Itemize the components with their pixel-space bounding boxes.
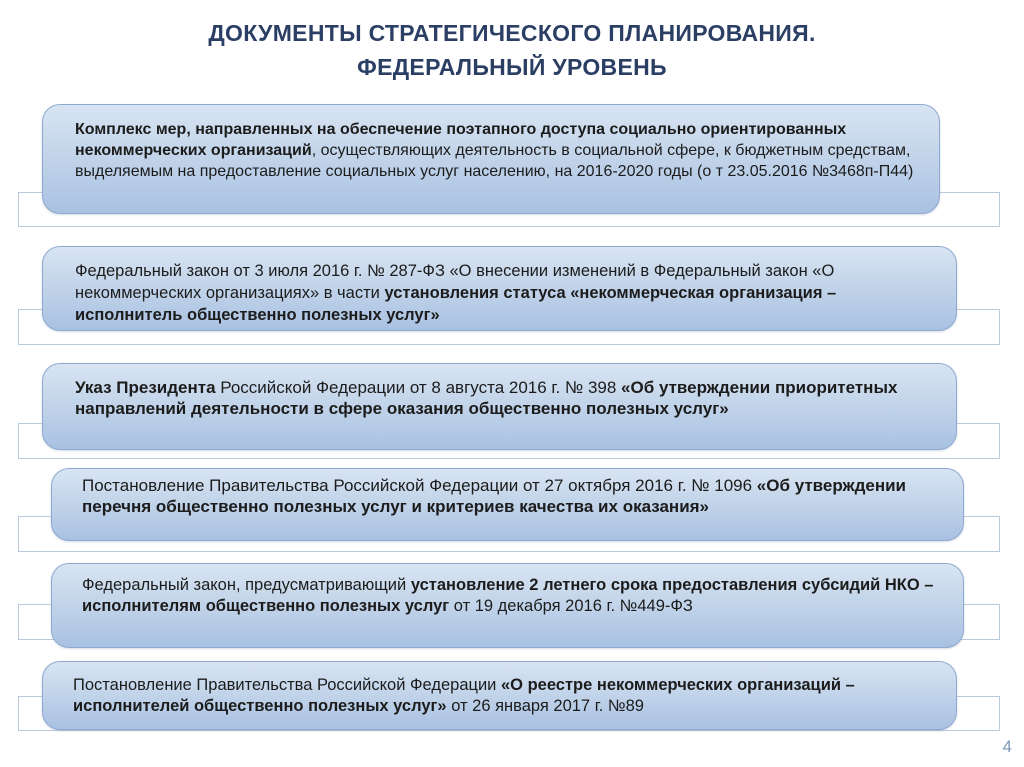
block-2-card: [42, 246, 957, 331]
block-1-card: [42, 104, 940, 214]
page-title-line-2: ФЕДЕРАЛЬНЫЙ УРОВЕНЬ: [357, 54, 667, 80]
block-1-text: [75, 119, 925, 182]
block-3-card: [42, 363, 957, 450]
block-6-bold: «О реестре некоммерческих организаций – исполнителей общественно полезных услуг»: [73, 676, 855, 715]
block-4-text: [82, 475, 952, 517]
block-2-bold: установления статуса «некоммерческая организация – исполнитель общественно полезных услуг»: [75, 284, 837, 324]
block-5-regular-2: от 19 декабря 2016 г. №449-ФЗ: [449, 597, 693, 615]
block-6-card: [42, 661, 957, 730]
block-6-text: [73, 675, 943, 717]
block-1-regular: , осуществляющих деятельность в социальной сфере, к бюджетным средствам, выделяемым на предоставление социальных услуг населению, на 2016-2020 годы (о т 23.05.2016 №3468п-П44): [75, 142, 914, 180]
block-3-regular: Российской Федерации от 8 августа 2016 г. № 398: [215, 378, 622, 397]
block-3-bold-1: Указ Президента: [75, 378, 216, 397]
block-1-bold: Комплекс мер, направленных на обеспечение поэтапного доступа социально ориентированных некоммерческих организаций: [75, 121, 847, 159]
block-5-bold: установление 2 летнего срока предоставления субсидий НКО – исполнителям общественно полезных услуг: [82, 576, 934, 615]
page-title-line-1: ДОКУМЕНТЫ СТРАТЕГИЧЕСКОГО ПЛАНИРОВАНИЯ.: [208, 20, 816, 46]
block-4-card: [51, 468, 964, 541]
block-3-bold-2: «Об утверждении приоритетных направлений деятельности в сфере оказания общественно полезных услуг»: [75, 378, 898, 418]
block-6-regular-1: Постановление Правительства Российской Федерации: [73, 676, 501, 694]
block-4-bold: «Об утверждении перечня общественно полезных услуг и критериев качества их оказания»: [82, 476, 906, 516]
block-6-regular-2: от 26 января 2017 г. №89: [446, 697, 644, 715]
block-5-card: [51, 563, 964, 648]
page-number: 4: [1002, 737, 1012, 756]
block-2-regular: Федеральный закон от 3 июля 2016 г. № 287-ФЗ «О внесении изменений в Федеральный закон «О некоммерческих организациях» в части: [75, 262, 835, 302]
block-5-text: [82, 575, 952, 617]
block-3-text: [75, 377, 945, 419]
block-2-text: [75, 260, 945, 326]
block-4-regular: Постановление Правительства Российской Федерации от 27 октября 2016 г. № 1096: [82, 476, 757, 495]
block-5-regular-1: Федеральный закон, предусматривающий: [82, 576, 411, 594]
